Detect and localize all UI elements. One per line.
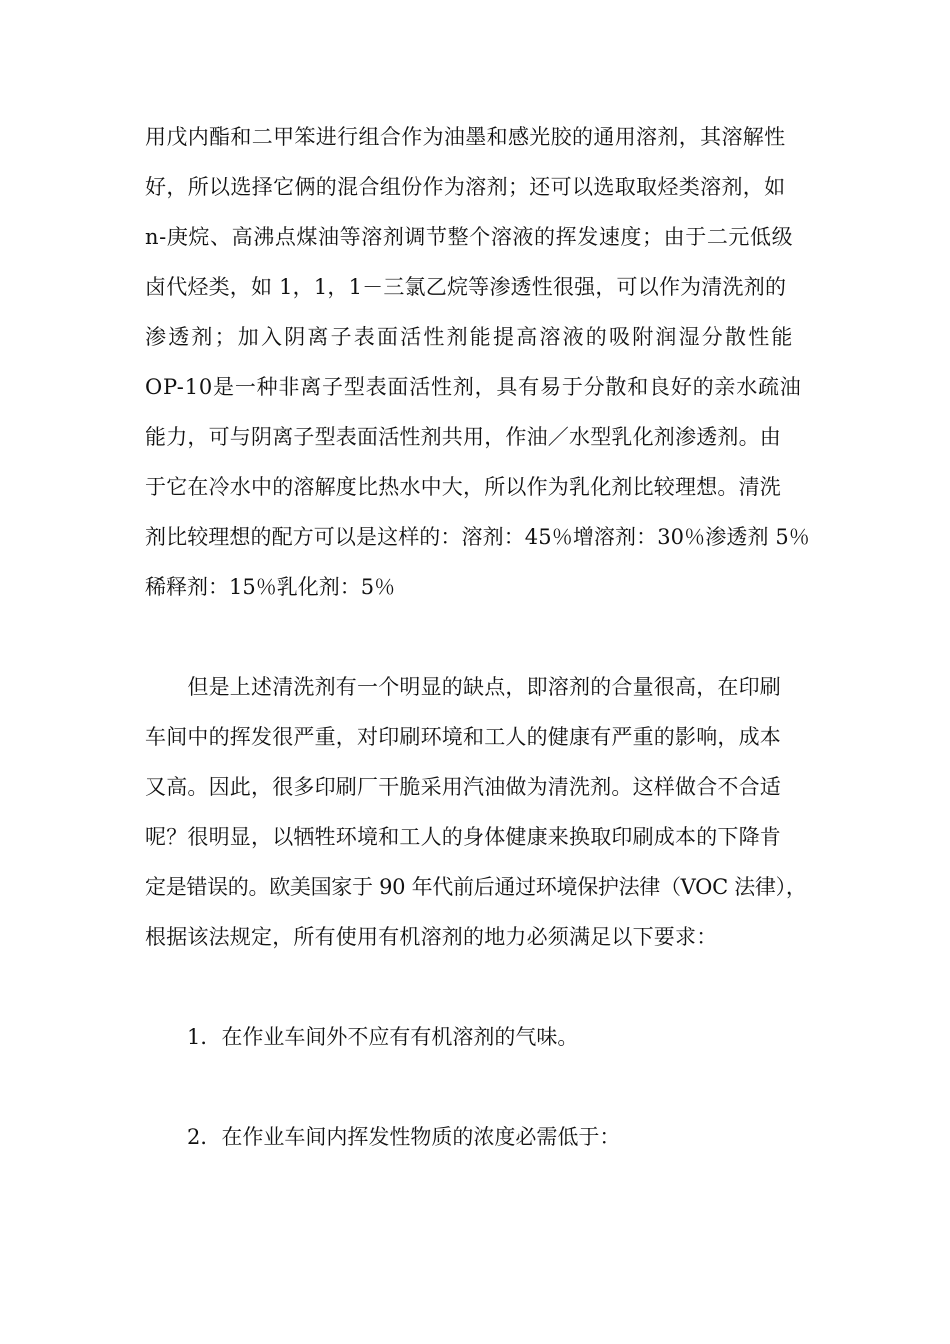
list-item-2: 2．在作业车间内挥发性物质的浓度必需低于： xyxy=(187,1125,621,1149)
paragraph-2-line-1: 但是上述清洗剂有一个明显的缺点，即溶剂的合量很高，在印刷 xyxy=(145,675,781,699)
paragraph-2-line-5: 定是错误的。欧美国家于 90 年代前后通过环境保护法律（VOC 法律）， xyxy=(145,875,807,899)
paragraph-1-line-1: 用戊内酯和二甲笨进行组合作为油墨和感光胶的通用溶剂，其溶解性 xyxy=(145,125,786,149)
paragraph-1-line-2: 好，所以选择它俩的混合组份作为溶剂；还可以选取取烃类溶剂，如 xyxy=(145,175,786,199)
paragraph-2-line-3: 又高。因此，很多印刷厂干脆采用汽油做为清洗剂。这样做合不合适 xyxy=(145,775,781,799)
paragraph-1-line-6: OP-10是一种非离子型表面活性剂，具有易于分散和良好的亲水疏油 xyxy=(145,375,802,399)
paragraph-1-line-8: 于它在冷水中的溶解度比热水中大，所以作为乳化剂比较理想。清洗 xyxy=(145,475,781,499)
paragraph-1-line-10: 稀释剂：15％乳化剂：5％ xyxy=(145,575,396,599)
paragraph-2-line-6: 根据该法规定，所有使用有机溶剂的地力必须满足以下要求： xyxy=(145,925,718,949)
paragraph-2-line-4: 呢？很明显，以牺牲环境和工人的身体健康来换取印刷成本的下降肯 xyxy=(145,825,781,849)
list-item-1: 1．在作业车间外不应有有机溶剂的气味。 xyxy=(187,1025,579,1049)
paragraph-1-line-5: 渗透剂；加入阴离子表面活性剂能提高溶液的吸附润湿分散性能 xyxy=(145,325,795,349)
paragraph-2-line-2: 车间中的挥发很严重，对印刷环境和工人的健康有严重的影响，成本 xyxy=(145,725,781,749)
paragraph-1-line-4: 卤代烃类，如 1，1，1－三氯乙烷等渗透性很强，可以作为清洗剂的 xyxy=(145,275,787,299)
paragraph-1-line-9: 剂比较理想的配方可以是这样的：溶剂：45％增溶剂：30％渗透剂 5％ xyxy=(145,525,810,549)
paragraph-1-line-3: n-庚烷、高沸点煤油等溶剂调节整个溶液的挥发速度；由于二元低级 xyxy=(145,225,794,249)
paragraph-1-line-7: 能力，可与阴离子型表面活性剂共用，作油／水型乳化剂渗透剂。由 xyxy=(145,425,781,449)
